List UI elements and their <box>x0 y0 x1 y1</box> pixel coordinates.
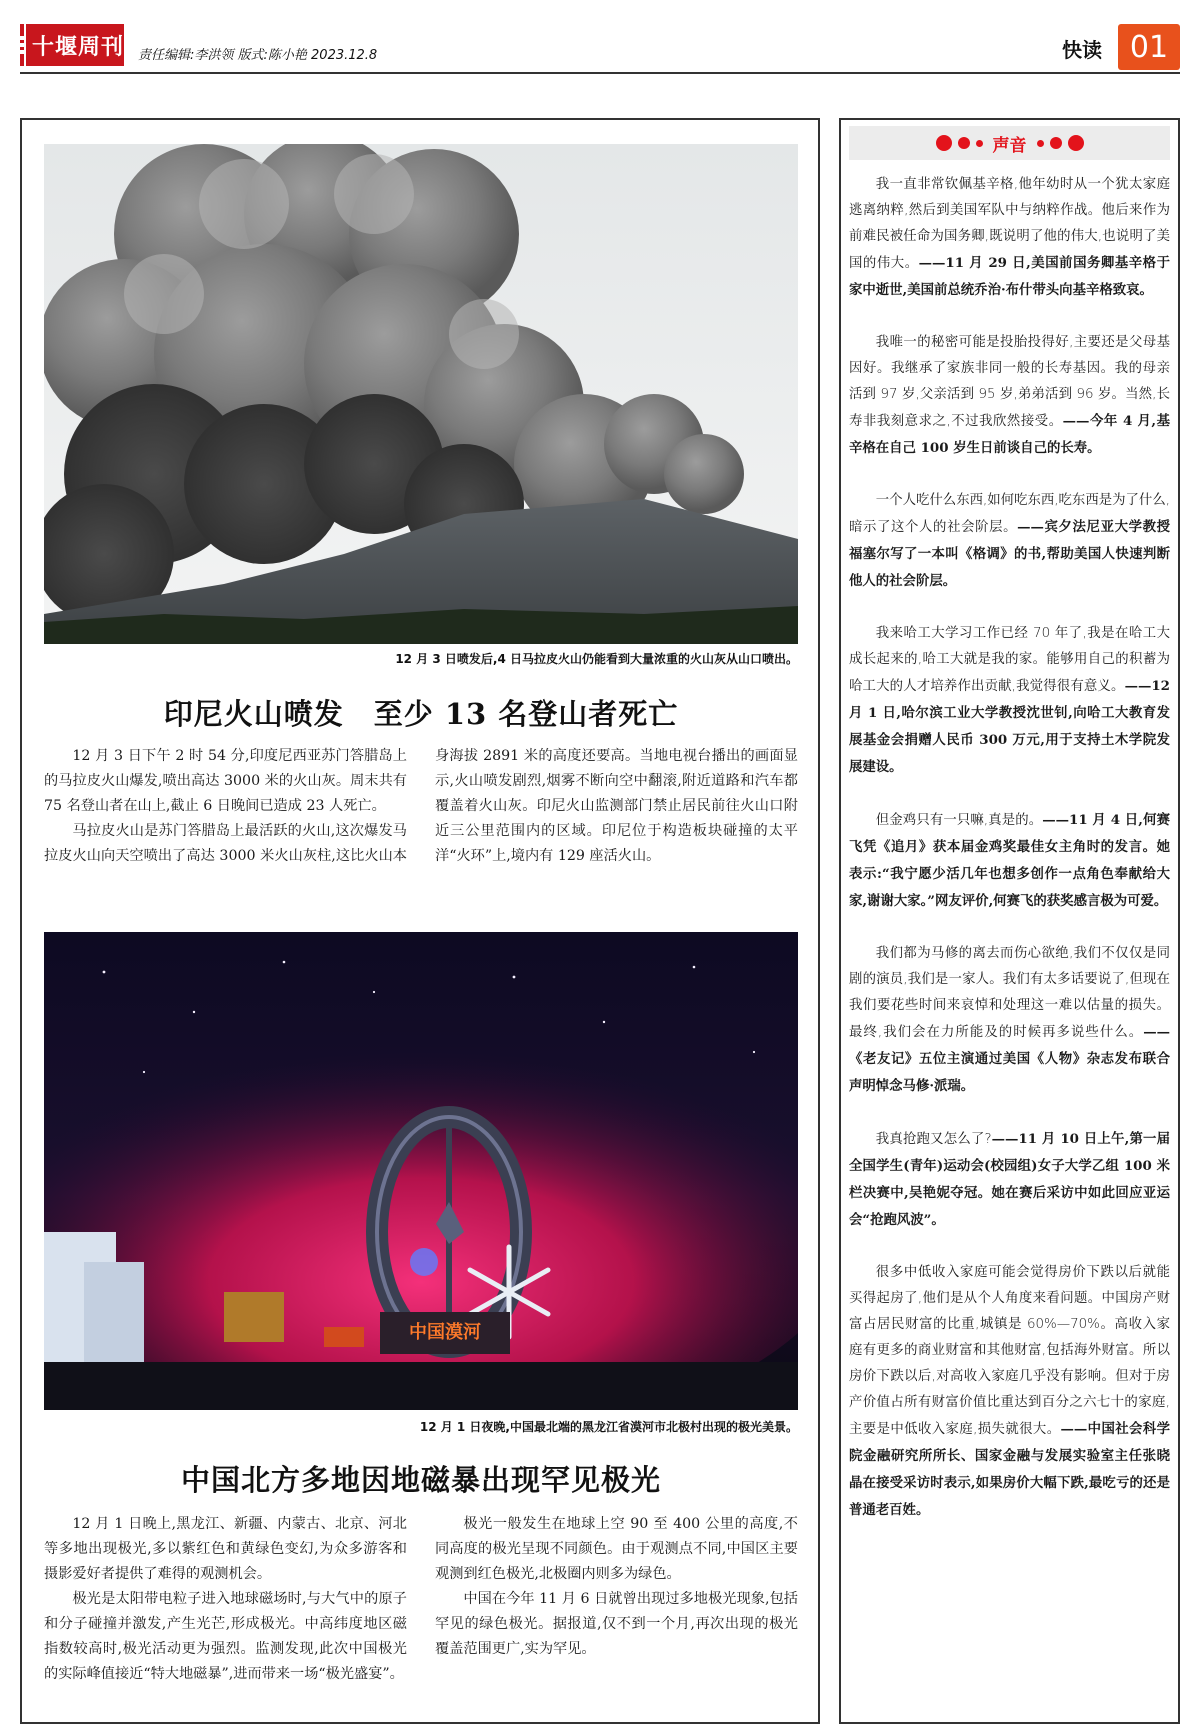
article-paragraph: 12 月 1 日晚上,黑龙江、新疆、内蒙古、北京、河北等多地出现极光,多以紫红色和黄绿色变幻,为众多游客和摄影爱好者提供了难得的观测机会。 <box>44 1516 407 1582</box>
monument-sign-text: 中国漠河 <box>409 1322 481 1343</box>
quote-source: ——11 月 29 日,美国前国务卿基辛格于家中逝世,美国前总统乔治·布什带头向基辛格致哀。 <box>849 255 1171 298</box>
quote-item <box>849 807 1170 915</box>
sidebar-title: 声音 <box>992 135 1027 156</box>
header-divider <box>20 72 1180 74</box>
masthead-title: 十堰周刊 <box>32 33 125 60</box>
red-dot-icon <box>1050 137 1062 149</box>
page-number-badge: 01 <box>1118 24 1180 70</box>
sidebar-header <box>849 126 1170 160</box>
quote-item <box>849 1260 1170 1524</box>
red-dot-icon <box>976 140 983 147</box>
quote-item <box>849 172 1170 304</box>
quote-text: 我一直非常钦佩基辛格,他年幼时从一个犹太家庭逃离纳粹,然后到美国军队中与纳粹作战。他后来作为前难民被任命为国务卿,既说明了他的伟大,也说明了美国的伟大。 <box>849 177 1170 271</box>
page-header <box>20 24 1180 70</box>
aurora-photo <box>44 932 798 1410</box>
volcano-photo <box>44 144 798 644</box>
red-dot-icon <box>936 135 952 151</box>
quote-source: ——宾夕法尼亚大学教授福塞尔写了一本叫《格调》的书,帮助美国人快速判断他人的社会阶层。 <box>849 519 1170 589</box>
article-paragraph: 极光一般发生在地球上空 90 至 400 公里的高度,不同高度的极光呈现不同颜色。由于观测点不同,中国区主要观测到红色极光,北极圈内则多为绿色。 <box>435 1516 798 1582</box>
quote-item <box>849 1126 1170 1234</box>
editor-credits: 责任编辑:李洪领 版式:陈小艳 2023.12.8 <box>138 48 378 63</box>
article-paragraph: 马拉皮火山是苏门答腊岛上最活跃的火山,这次爆发马拉皮火山向天空喷出了高达 3000 米火山灰柱,这比火山本身海拔 2891 米的高度还要高。当地电视台播出的画面显示,火山喷发剧烈,烟雾不断向空中翻滚,附近道路和汽车都覆盖着火山灰。印尼火山监测部门禁止居民前往火山口附近三公里范围内的区域。印尼位于构造板块碰撞的太平洋“火环”上,境内有 129 座活火山。 <box>44 748 798 864</box>
volcano-article-body <box>44 744 798 924</box>
article-paragraph: 12 月 3 日下午 2 时 54 分,印度尼西亚苏门答腊岛上的马拉皮火山爆发,喷出高达 3000 米的火山灰。周末共有 75 名登山者在山上,截止 6 日晚间已造成 23 人死亡。 <box>44 748 407 814</box>
aurora-photo-caption: 12 月 1 日夜晚,中国最北端的黑龙江省漠河市北极村出现的极光美景。 <box>419 1420 798 1434</box>
quote-list <box>849 172 1170 1550</box>
quote-source: ——12 月 1 日,哈尔滨工业大学教授沈世钊,向哈工大教育发展基金会捐赠人民币 300 万元,用于支持土木学院发展建设。 <box>849 678 1170 775</box>
voices-sidebar <box>839 118 1180 1724</box>
main-column <box>20 118 820 1724</box>
quote-source: ——今年 4 月,基辛格在自己 100 岁生日前谈自己的长寿。 <box>849 413 1170 456</box>
masthead-logo <box>20 24 124 66</box>
quote-item <box>849 488 1170 595</box>
quote-source: ——中国社会科学院金融研究所所长、国家金融与发展实验室主任张晓晶在接受采访时表示,如果房价大幅下跌,最吃亏的还是普通老百姓。 <box>849 1421 1170 1518</box>
quote-text: 我唯一的秘密可能是投胎投得好,主要还是父母基因好。我继承了家族非同一般的长寿基因。我的母亲活到 97 岁,父亲活到 95 岁,弟弟活到 96 岁。当然,长寿非我刻意求之,不过我欣然接受。 <box>849 335 1170 429</box>
quote-item <box>849 621 1170 781</box>
quote-text: 我来哈工大学习工作已经 70 年了,我是在哈工大成长起来的,哈工大就是我的家。能够用自己的积蓄为哈工大的人才培养作出贡献,我觉得很有意义。 <box>849 626 1170 694</box>
quote-item <box>849 941 1170 1100</box>
quote-text: 很多中低收入家庭可能会觉得房价下跌以后就能买得起房了,他们是从个人角度来看问题。中国房产财富占居民财富的比重,城镇是 60%—70%。高收入家庭有更多的商业财富和其他财富,包括海外财富。所以房价下跌以后,对高收入家庭几乎没有影响。但对于房产价值占所有财富价值比重达到百分之六七十的家庭,主要是中低收入家庭,损失就很大。 <box>849 1265 1170 1437</box>
quote-text: 但金鸡只有一只嘛,真是的。 <box>875 813 1043 828</box>
article-paragraph: 极光是太阳带电粒子进入地球磁场时,与大气中的原子和分子碰撞并激发,产生光芒,形成极光。中高纬度地区磁指数较高时,极光活动更为强烈。监测发现,此次中国极光的实际峰值接近“特大地磁暴”,进而带来一场“极光盛宴”。 <box>44 1591 407 1682</box>
aurora-article-body <box>44 1512 798 1714</box>
volcano-photo-caption: 12 月 3 日喷发后,4 日马拉皮火山仍能看到大量浓重的火山灰从山口喷出。 <box>395 652 798 666</box>
quote-item <box>849 330 1170 462</box>
quote-source: ——《老友记》五位主演通过美国《人物》杂志发布联合声明悼念马修·派瑞。 <box>849 1024 1170 1094</box>
quote-text: 一个人吃什么东西,如何吃东西,吃东西是为了什么,暗示了这个人的社会阶层。 <box>849 493 1170 535</box>
quote-text: 我们都为马修的离去而伤心欲绝,我们不仅仅是同剧的演员,我们是一家人。我们有太多话要说了,但现在我们要花些时间来哀悼和处理这一难以估量的损失。最终,我们会在力所能及的时候再多说些什么。 <box>849 946 1170 1040</box>
red-dot-icon <box>958 137 970 149</box>
quote-source: ——11 月 10 日上午,第一届全国学生(青年)运动会(校园组)女子大学乙组 100 米栏决赛中,吴艳妮夺冠。她在赛后采访中如此回应亚运会“抢跑风波”。 <box>849 1131 1171 1228</box>
quote-text: 我真抢跑又怎么了? <box>875 1132 992 1147</box>
aurora-headline: 中国北方多地因地磁暴出现罕见极光 <box>180 1463 661 1497</box>
article-paragraph: 中国在今年 11 月 6 日就曾出现过多地极光现象,包括罕见的绿色极光。据报道,仅不到一个月,再次出现的极光覆盖范围更广,实为罕见。 <box>435 1591 798 1657</box>
red-dot-icon <box>1068 135 1084 151</box>
quote-source: ——11 月 4 日,何赛飞凭《追月》获本届金鸡奖最佳女主角时的发言。她表示:“我宁愿少活几年也想多创作一点角色奉献给大家,谢谢大家。”网友评价,何赛飞的获奖感言极为可爱。 <box>849 812 1170 909</box>
section-name: 快读 <box>1062 38 1102 62</box>
volcano-headline: 印尼火山喷发 至少 13 名登山者死亡 <box>163 697 679 731</box>
red-dot-icon <box>1037 140 1044 147</box>
